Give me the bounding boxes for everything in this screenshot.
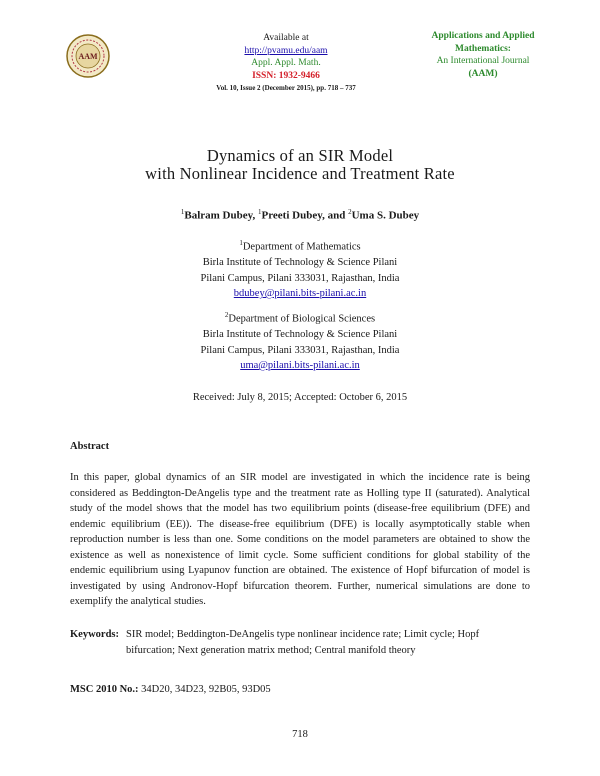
journal-name-line1: Applications and Applied: [431, 31, 535, 41]
journal-name-line4: (AAM): [468, 68, 498, 79]
page-number: 718: [292, 729, 308, 740]
title-line2: with Nonlinear Incidence and Treatment Rate: [145, 164, 455, 183]
abstract-heading: Abstract: [70, 441, 110, 452]
affil1-email-link[interactable]: bdubey@pilani.bits-pilani.ac.in: [233, 288, 367, 299]
author3-sup: 2: [348, 208, 352, 216]
abstract-body: In this paper, global dynamics of an SIR model are investigated in which the incidence rate is being considered as Beddington-DeAngelis type and the treatment rate as Holling type II (saturated). Analytical study of the model shows that the model has two equilibrium points (disease-free equilibrium (DFE) and endemic equilibrium (EE)). The disease-free equilibrium (DFE) is locally asymptotically stable when reproduction number is less than one. Some conditions on the model parameters are obtained to show the existence as well as nonexistence of limit cycle. Some sufficient conditions for global stability of the endemic equilibrium using Lyapunov function are obtained. The existence of Hopf bifurcation of model is investigated by using Andronov-Hopf bifurcation theorem. Further, numerical simulations are done to exemplify the analytical studies.: [70, 472, 530, 607]
affiliation-2: [0, 308, 600, 374]
available-at-text: Available at: [263, 33, 309, 43]
affil1-dept: Department of Mathematics: [242, 241, 361, 253]
msc-block: [70, 684, 271, 695]
author2-name: Preeti Dubey, and: [261, 209, 349, 222]
paper-title: [0, 147, 600, 183]
affil2-address: Pilani Campus, Pilani 333031, Rajasthan, India: [200, 344, 400, 356]
msc-codes: 34D20, 34D23, 92B05, 93D05: [138, 684, 271, 695]
journal-abbreviation: Appl. Appl. Math.: [251, 58, 321, 68]
keywords-label: Keywords:: [70, 629, 119, 640]
issn-text: ISSN: 1932-9466: [252, 70, 320, 81]
svg-text:AAM: AAM: [78, 52, 98, 61]
author1-name: Balram Dubey,: [184, 209, 259, 222]
keywords-text: SIR model; Beddington-DeAngelis type nonlinear incidence rate; Limit cycle; Hopf bifurcation; Next generation matrix method; Central manifold theory: [126, 629, 480, 656]
affil1-institute: Birla Institute of Technology & Science Pilani: [202, 257, 398, 268]
affil2-sup: 2: [224, 311, 229, 319]
author-list: [0, 208, 600, 222]
journal-logo: [66, 34, 110, 78]
journal-url-link[interactable]: http://pvamu.edu/aam: [244, 45, 328, 56]
author2-sup: 1: [258, 208, 262, 216]
affil1-sup: 1: [239, 239, 243, 247]
received-accepted-dates: Received: July 8, 2015; Accepted: October 6, 2015: [192, 392, 408, 403]
title-line1: Dynamics of an SIR Model: [206, 146, 394, 165]
affil2-institute: Birla Institute of Technology & Science Pilani: [202, 329, 398, 340]
affiliation-1: [0, 236, 600, 302]
affil2-dept: Department of Biological Sciences: [228, 313, 376, 325]
affil2-email-link[interactable]: uma@pilani.bits-pilani.ac.in: [240, 360, 360, 371]
author1-sup: 1: [180, 208, 185, 216]
journal-name-line3: An International Journal: [436, 56, 530, 66]
journal-name-line2: Mathematics:: [455, 43, 511, 54]
author3-name: Uma S. Dubey: [351, 209, 420, 222]
msc-label: MSC 2010 No.:: [70, 684, 139, 695]
affil1-address: Pilani Campus, Pilani 333031, Rajasthan, India: [200, 272, 400, 284]
journal-header-center: [186, 32, 386, 82]
volume-issue-line: Vol. 10, Issue 2 (December 2015), pp. 718 – 737: [216, 84, 356, 92]
journal-header-right: [408, 30, 558, 80]
